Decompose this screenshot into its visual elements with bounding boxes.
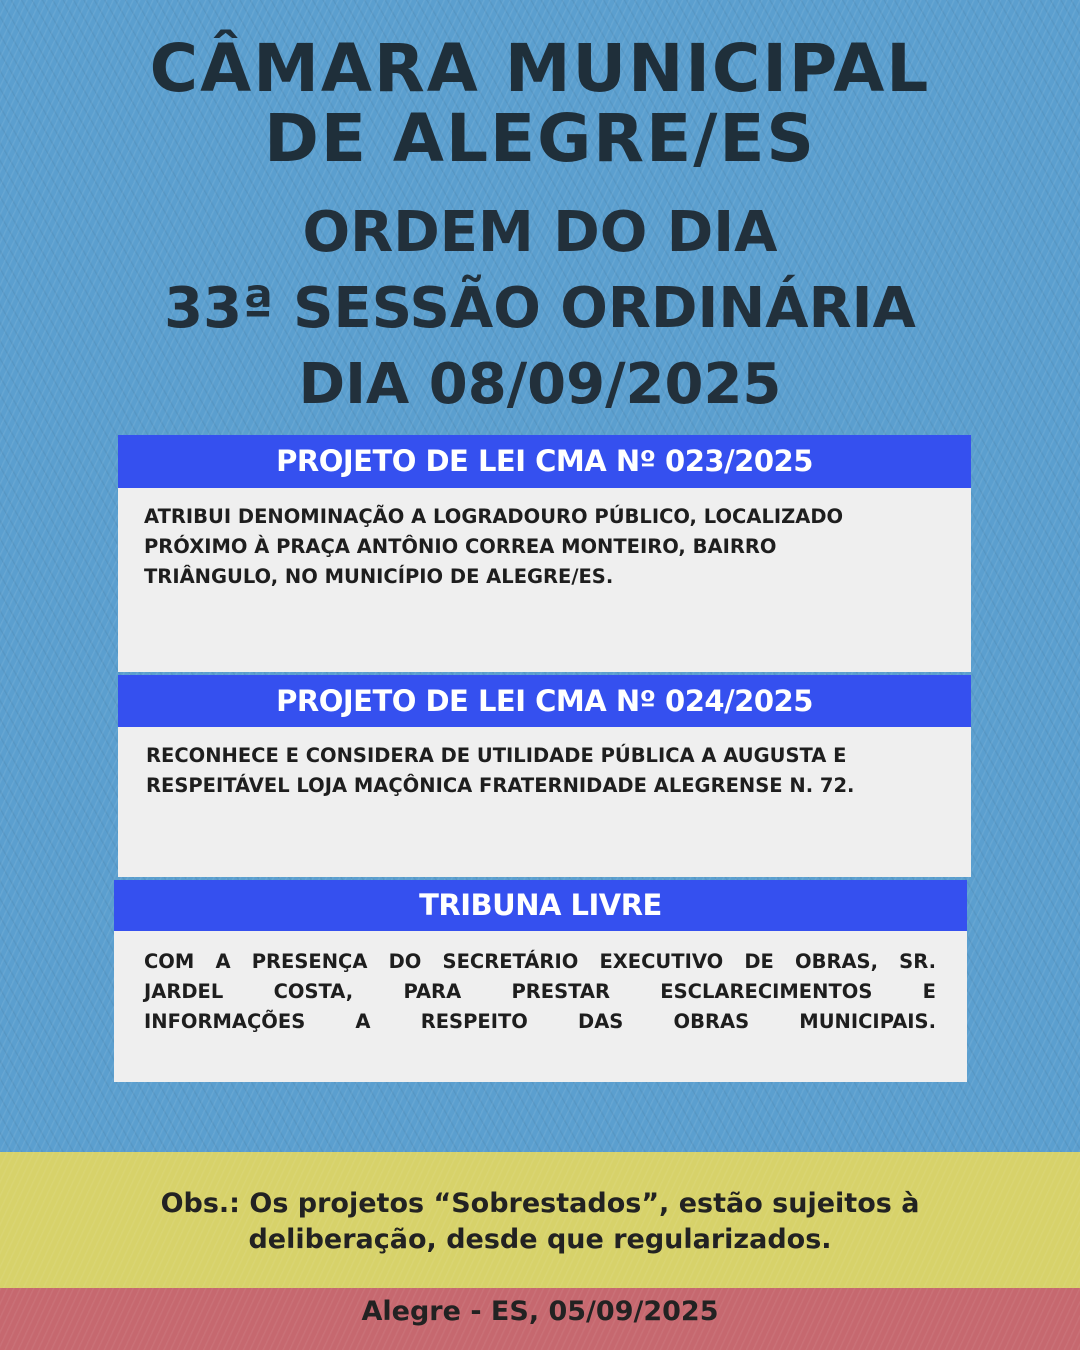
notice-line-1: Obs.: Os projetos “Sobrestados”, estão sujeitos à (160, 1188, 920, 1219)
item-3-description (144, 947, 936, 1037)
item-2-description (146, 741, 946, 801)
title-line-1: CÂMARA MUNICIPAL (149, 30, 931, 107)
subtitle-line-2: 33ª SESSÃO ORDINÁRIA (164, 276, 916, 341)
item-2-line-1: RECONHECE E CONSIDERA DE UTILIDADE PÚBLICA A AUGUSTA E (146, 744, 847, 767)
item-3-line-3: INFORMAÇÕES A RESPEITO DAS OBRAS MUNICIPAIS. (144, 1010, 936, 1033)
item-3-line-1: COM A PRESENÇA DO SECRETÁRIO EXECUTIVO DE OBRAS, SR. (144, 950, 936, 973)
item-1-line-3: TRIÂNGULO, NO MUNICÍPIO DE ALEGRE/ES. (144, 565, 614, 588)
item-1-line-1: ATRIBUI DENOMINAÇÃO A LOGRADOURO PÚBLICO, LOCALIZADO (144, 505, 844, 528)
item-1-line-2: PRÓXIMO À PRAÇA ANTÔNIO CORREA MONTEIRO, BAIRRO (144, 535, 777, 558)
item-2-header: PROJETO DE LEI CMA Nº 024/2025 (118, 675, 971, 727)
item-2-line-2: RESPEITÁVEL LOJA MAÇÔNICA FRATERNIDADE ALEGRENSE N. 72. (146, 774, 855, 797)
title-line-2: DE ALEGRE/ES (264, 100, 816, 177)
item-1-description (144, 502, 944, 592)
item-3-line-2: JARDEL COSTA, PARA PRESTAR ESCLARECIMENTOS E (144, 980, 936, 1003)
subtitle-line-1: ORDEM DO DIA (302, 200, 778, 265)
item-1-header: PROJETO DE LEI CMA Nº 023/2025 (118, 435, 971, 488)
subtitle-line-3: DIA 08/09/2025 (298, 352, 782, 417)
item-3-header: TRIBUNA LIVRE (114, 880, 967, 931)
footer-place-date: Alegre - ES, 05/09/2025 (361, 1296, 719, 1327)
notice-line-2: deliberação, desde que regularizados. (248, 1224, 832, 1255)
